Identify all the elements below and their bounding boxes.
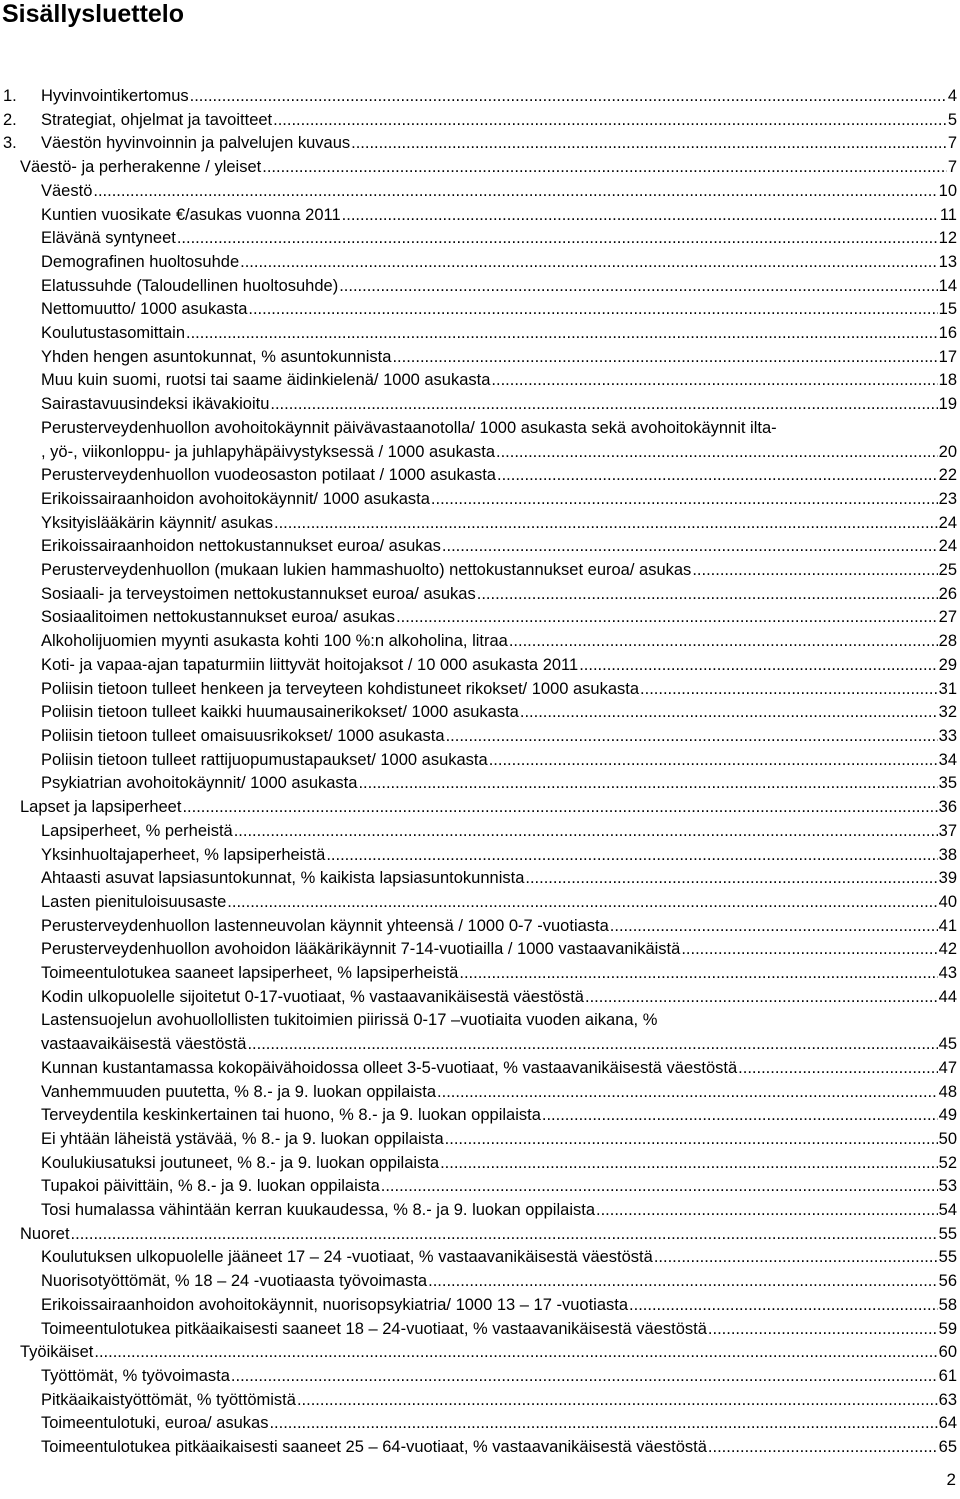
dot-leader bbox=[459, 962, 937, 986]
toc-entry-page: 20 bbox=[938, 442, 957, 461]
toc-entry-text: Psykiatrian avohoitokäynnit/ 1000 asukasta bbox=[41, 774, 358, 793]
toc-entry[interactable] bbox=[0, 156, 960, 180]
toc-entry[interactable] bbox=[0, 1223, 960, 1247]
dot-leader bbox=[93, 180, 937, 204]
dot-leader bbox=[692, 559, 937, 583]
toc-entry-text: Yksityislääkärin käynnit/ asukas bbox=[41, 513, 274, 532]
toc-entry-text: Poliisin tietoon tulleet rattijuopumustapaukset/ 1000 asukasta bbox=[41, 750, 488, 769]
dot-leader bbox=[629, 1294, 938, 1318]
dot-leader bbox=[234, 820, 938, 844]
toc-entry-text: Lastensuojelun avohuollollisten tukitoimien piirissä 0-17 –vuotiaita vuoden aikana, % bbox=[41, 1011, 658, 1030]
toc-entry[interactable] bbox=[0, 772, 960, 796]
toc-entry-text: Väestön hyvinvoinnin ja palvelujen kuvaus bbox=[41, 134, 351, 153]
toc-entry[interactable] bbox=[0, 796, 960, 820]
toc-entry-text: Strategiat, ohjelmat ja tavoitteet bbox=[41, 110, 273, 129]
toc-entry-page: 53 bbox=[938, 1177, 957, 1196]
toc-entry-text: Poliisin tietoon tulleet henkeen ja terveyteen kohdistuneet rikokset/ 1000 asukasta bbox=[41, 679, 640, 698]
dot-leader bbox=[445, 1128, 938, 1152]
toc-entry-text: Tosi humalassa vähintään kerran kuukaudessa, % 8.- ja 9. luokan oppilaista bbox=[41, 1201, 595, 1220]
toc-entry-text: Elävänä syntyneet bbox=[41, 229, 176, 248]
page-number: 2 bbox=[946, 1470, 956, 1489]
toc-entry[interactable] bbox=[0, 298, 960, 322]
toc-entry-page: 61 bbox=[938, 1366, 957, 1385]
toc-entry-text: Lapset ja lapsiperheet bbox=[20, 798, 182, 817]
dot-leader bbox=[190, 85, 947, 109]
toc-entry-text: Perusterveydenhuollon avohoitokäynnit päivävastaanotolla/ 1000 asukasta sekä avohoitokäynnit ilta- bbox=[41, 418, 777, 437]
toc-entry-page: 55 bbox=[938, 1248, 957, 1267]
toc-entry-text: Koti- ja vapaa-ajan tapaturmiin liittyvät hoitojaksot / 10 000 asukasta 2011 bbox=[41, 655, 579, 674]
toc-entry-page: 64 bbox=[938, 1414, 957, 1433]
toc-entry-text: Perusterveydenhuollon lastenneuvolan käynnit yhteensä / 1000 0-7 -vuotiasta bbox=[41, 916, 609, 935]
toc-entry-text-continued: vastaavaikäisestä väestöstä bbox=[41, 1035, 247, 1054]
toc-entry[interactable] bbox=[0, 749, 960, 773]
toc-entry-number: 3. bbox=[3, 134, 17, 153]
dot-leader bbox=[339, 275, 937, 299]
toc-entry[interactable] bbox=[0, 938, 960, 962]
dot-leader bbox=[351, 132, 947, 156]
dot-leader bbox=[708, 1318, 938, 1342]
toc-entry-page: 25 bbox=[938, 561, 957, 580]
dot-leader bbox=[269, 1412, 937, 1436]
dot-leader bbox=[231, 1365, 938, 1389]
toc-entry[interactable] bbox=[0, 1294, 960, 1318]
dot-leader bbox=[596, 1199, 938, 1223]
toc-entry[interactable] bbox=[0, 725, 960, 749]
toc-entry-page: 48 bbox=[938, 1082, 957, 1101]
toc-entry-page: 5 bbox=[947, 110, 957, 129]
toc-entry[interactable] bbox=[0, 678, 960, 702]
dot-leader bbox=[446, 725, 938, 749]
toc-entry-text: Lasten pienituloisuusaste bbox=[41, 892, 227, 911]
toc-entry[interactable] bbox=[0, 559, 960, 583]
dot-leader bbox=[437, 1081, 938, 1105]
toc-entry[interactable] bbox=[0, 109, 960, 133]
toc-entry[interactable] bbox=[0, 1412, 960, 1436]
toc-entry-page: 56 bbox=[938, 1272, 957, 1291]
toc-entry[interactable] bbox=[0, 346, 960, 370]
toc-entry-page: 33 bbox=[938, 726, 957, 745]
toc-entry[interactable] bbox=[0, 1175, 960, 1199]
dot-leader bbox=[396, 606, 938, 630]
toc-entry[interactable] bbox=[0, 227, 960, 251]
toc-entry[interactable] bbox=[0, 962, 960, 986]
toc-entry-number: 2. bbox=[3, 110, 17, 129]
dot-leader bbox=[579, 654, 937, 678]
toc-entry-text: Poliisin tietoon tulleet kaikki huumausainerikokset/ 1000 asukasta bbox=[41, 703, 519, 722]
toc-entry-text: Väestö bbox=[41, 181, 93, 200]
dot-leader bbox=[489, 749, 938, 773]
toc-entry[interactable] bbox=[0, 535, 960, 559]
toc-entry-page: 26 bbox=[938, 584, 957, 603]
dot-leader bbox=[326, 844, 937, 868]
toc-entry[interactable] bbox=[0, 1081, 960, 1105]
dot-leader bbox=[491, 369, 937, 393]
toc-entry-text: Hyvinvointikertomus bbox=[41, 87, 189, 105]
toc-entry-page: 47 bbox=[938, 1058, 957, 1077]
toc-entry-page: 12 bbox=[938, 229, 957, 248]
toc-entry-text-continued: , yö-, viikonloppu- ja juhlapyhäpäivystyksessä / 1000 asukasta bbox=[41, 442, 495, 461]
dot-leader bbox=[342, 204, 939, 228]
toc-entry-text: Ei yhtään läheistä ystävää, % 8.- ja 9. luokan oppilaista bbox=[41, 1129, 444, 1148]
toc-entry-page: 44 bbox=[938, 987, 957, 1006]
toc-entry-text: Kunnan kustantamassa kokopäivähoidossa olleet 3-5-vuotiaat, % vastaavanikäisestä väestöstä bbox=[41, 1058, 738, 1077]
dot-leader bbox=[297, 1389, 938, 1413]
toc-entry[interactable] bbox=[0, 630, 960, 654]
dot-leader bbox=[654, 1246, 938, 1270]
toc-entry[interactable] bbox=[0, 85, 960, 109]
toc-entry-text: Työikäiset bbox=[20, 1343, 94, 1362]
toc-entry[interactable] bbox=[0, 1128, 960, 1152]
toc-entry[interactable] bbox=[0, 204, 960, 228]
toc-entry[interactable] bbox=[0, 606, 960, 630]
toc-entry-page: 45 bbox=[938, 1035, 957, 1054]
toc-entry-page: 16 bbox=[938, 324, 957, 343]
dot-leader bbox=[227, 891, 937, 915]
toc-entry-page: 52 bbox=[938, 1153, 957, 1172]
toc-entry-text: Toimeentulotukea pitkäaikaisesti saaneet 25 – 64-vuotiaat, % vastaavanikäisestä väestöstä bbox=[41, 1438, 707, 1457]
toc-entry-text: Elatussuhde (Taloudellinen huoltosuhde) bbox=[41, 276, 339, 295]
toc-entry-text: Yhden hengen asuntokunnat, % asuntokunnista bbox=[41, 347, 392, 366]
toc-entry-text: Perusterveydenhuollon vuodeosaston potilaat / 1000 asukasta bbox=[41, 466, 496, 485]
toc-entry-page: 14 bbox=[938, 276, 957, 295]
dot-leader bbox=[431, 488, 938, 512]
toc-entry-page: 15 bbox=[938, 300, 957, 319]
toc-entry-page: 63 bbox=[938, 1390, 957, 1409]
toc-entry-text: Väestö- ja perherakenne / yleiset bbox=[20, 158, 262, 177]
toc-entry-page: 59 bbox=[938, 1319, 957, 1338]
toc-entry-text: Tupakoi päivittäin, % 8.- ja 9. luokan oppilaista bbox=[41, 1177, 380, 1196]
dot-leader bbox=[186, 322, 938, 346]
toc-entry-text: Toimeentulotuki, euroa/ asukas bbox=[41, 1414, 269, 1433]
toc-entry-text: Perusterveydenhuollon (mukaan lukien hammashuolto) nettokustannukset euroa/ asukas bbox=[41, 561, 692, 580]
dot-leader bbox=[542, 1104, 938, 1128]
toc-entry[interactable] bbox=[0, 393, 960, 417]
dot-leader bbox=[358, 772, 937, 796]
toc-entry-text: Koulutustasomittain bbox=[41, 324, 185, 343]
toc-entry-page: 11 bbox=[939, 205, 957, 224]
toc-entry-page: 39 bbox=[938, 869, 957, 888]
toc-entry-text: Muu kuin suomi, ruotsi tai saame äidinkielenä/ 1000 asukasta bbox=[41, 371, 491, 390]
toc-entry[interactable] bbox=[0, 1341, 960, 1365]
toc-entry-text: Yksinhuoltajaperheet, % lapsiperheistä bbox=[41, 845, 326, 864]
toc-entry-text: Kodin ulkopuolelle sijoitetut 0-17-vuotiaat, % vastaavanikäisestä väestöstä bbox=[41, 987, 584, 1006]
toc-entry[interactable] bbox=[0, 488, 960, 512]
toc-entry-page: 65 bbox=[938, 1438, 957, 1457]
toc-entry[interactable] bbox=[0, 1246, 960, 1270]
dot-leader bbox=[525, 867, 937, 891]
toc-entry-page: 35 bbox=[938, 774, 957, 793]
toc-entry-page: 38 bbox=[938, 845, 957, 864]
toc-entry[interactable] bbox=[0, 583, 960, 607]
toc-entry-page: 40 bbox=[938, 892, 957, 911]
toc-entry-page: 24 bbox=[938, 537, 957, 556]
toc-entry-text: Terveydentila keskinkertainen tai huono, % 8.- ja 9. luokan oppilaista bbox=[41, 1106, 541, 1125]
toc-entry[interactable] bbox=[0, 867, 960, 891]
toc-entry[interactable] bbox=[0, 1199, 960, 1223]
dot-leader bbox=[440, 1152, 938, 1176]
toc-entry-page: 34 bbox=[938, 750, 957, 769]
toc-entry-page: 10 bbox=[938, 181, 957, 200]
toc-entry-page: 36 bbox=[938, 798, 957, 817]
toc-entry-page: 4 bbox=[947, 87, 957, 105]
dot-leader bbox=[708, 1436, 938, 1460]
toc-entry-page: 7 bbox=[947, 134, 957, 153]
toc-entry[interactable] bbox=[0, 820, 960, 844]
toc-entry-page: 29 bbox=[938, 655, 957, 674]
toc-entry-page: 19 bbox=[938, 395, 957, 414]
dot-leader bbox=[247, 1033, 937, 1057]
toc-entry[interactable] bbox=[0, 844, 960, 868]
toc-entry[interactable] bbox=[0, 1152, 960, 1176]
toc-entry[interactable] bbox=[0, 251, 960, 275]
toc-entry-number: 1. bbox=[3, 87, 17, 105]
toc-entry-text: Sosiaali- ja terveystoimen nettokustannukset euroa/ asukas bbox=[41, 584, 476, 603]
dot-leader bbox=[182, 796, 937, 820]
toc-entry-page: 28 bbox=[938, 632, 957, 651]
toc-entry[interactable] bbox=[0, 1104, 960, 1128]
toc-entry-text: Erikoissairaanhoidon avohoitokäynnit, nuorisopsykiatria/ 1000 13 – 17 -vuotiasta bbox=[41, 1295, 629, 1314]
toc-entry[interactable] bbox=[0, 701, 960, 725]
toc-entry-page: 41 bbox=[938, 916, 957, 935]
table-of-contents bbox=[0, 85, 960, 1460]
toc-entry-page: 27 bbox=[938, 608, 957, 627]
toc-entry-page: 49 bbox=[938, 1106, 957, 1125]
toc-entry-text: Vanhemmuuden puutetta, % 8.- ja 9. luokan oppilaista bbox=[41, 1082, 437, 1101]
toc-entry[interactable] bbox=[0, 1318, 960, 1342]
toc-entry[interactable] bbox=[0, 986, 960, 1010]
toc-entry-text: Nuoret bbox=[20, 1224, 70, 1243]
dot-leader bbox=[274, 512, 938, 536]
toc-entry-text: Erikoissairaanhoidon nettokustannukset euroa/ asukas bbox=[41, 537, 441, 556]
toc-entry-page: 60 bbox=[938, 1343, 957, 1362]
toc-entry[interactable] bbox=[0, 512, 960, 536]
toc-entry-text: Kuntien vuosikate €/asukas vuonna 2011 bbox=[41, 205, 341, 224]
toc-entry-text: Nettomuutto/ 1000 asukasta bbox=[41, 300, 248, 319]
toc-entry-page: 13 bbox=[938, 252, 957, 271]
toc-entry-page: 50 bbox=[938, 1129, 957, 1148]
toc-entry[interactable] bbox=[0, 1057, 960, 1081]
toc-entry[interactable] bbox=[0, 654, 960, 678]
toc-entry[interactable] bbox=[0, 1009, 960, 1056]
dot-leader bbox=[681, 938, 937, 962]
toc-entry-text: Alkoholijuomien myynti asukasta kohti 100 %:n alkoholina, litraa bbox=[41, 632, 508, 651]
toc-entry-page: 58 bbox=[938, 1295, 957, 1314]
dot-leader bbox=[520, 701, 938, 725]
toc-entry-text: Demografinen huoltosuhde bbox=[41, 252, 240, 271]
dot-leader bbox=[509, 630, 938, 654]
toc-entry[interactable] bbox=[0, 464, 960, 488]
toc-entry-text: Koulukiusatuksi joutuneet, % 8.- ja 9. luokan oppilaista bbox=[41, 1153, 440, 1172]
toc-entry-text: Sosiaalitoimen nettokustannukset euroa/ asukas bbox=[41, 608, 396, 627]
toc-entry[interactable] bbox=[0, 180, 960, 204]
toc-entry[interactable] bbox=[0, 275, 960, 299]
toc-entry-text: Koulutuksen ulkopuolelle jääneet 17 – 24 -vuotiaat, % vastaavanikäisestä väestöstä bbox=[41, 1248, 653, 1267]
dot-leader bbox=[610, 915, 938, 939]
toc-entry-page: 55 bbox=[938, 1224, 957, 1243]
dot-leader bbox=[428, 1270, 938, 1294]
toc-entry-page: 31 bbox=[938, 679, 957, 698]
toc-entry[interactable] bbox=[0, 1365, 960, 1389]
toc-entry[interactable] bbox=[0, 369, 960, 393]
toc-entry-text: Toimeentulotukea pitkäaikaisesti saaneet 18 – 24-vuotiaat, % vastaavanikäisestä väestöstä bbox=[41, 1319, 707, 1338]
toc-entry[interactable] bbox=[0, 417, 960, 464]
toc-entry-text: Poliisin tietoon tulleet omaisuusrikokset/ 1000 asukasta bbox=[41, 726, 445, 745]
toc-entry[interactable] bbox=[0, 322, 960, 346]
dot-leader bbox=[381, 1175, 938, 1199]
toc-entry[interactable] bbox=[0, 132, 960, 156]
dot-leader bbox=[240, 251, 938, 275]
toc-entry-page: 7 bbox=[947, 158, 957, 177]
toc-entry-page: 42 bbox=[938, 940, 957, 959]
toc-entry[interactable] bbox=[0, 1436, 960, 1460]
dot-leader bbox=[270, 393, 937, 417]
toc-entry-text: Työttömät, % työvoimasta bbox=[41, 1366, 230, 1385]
toc-entry-text: Ahtaasti asuvat lapsiasuntokunnat, % kaikista lapsiasuntokunnista bbox=[41, 869, 525, 888]
toc-entry-page: 54 bbox=[938, 1201, 957, 1220]
dot-leader bbox=[496, 441, 938, 465]
toc-entry-page: 23 bbox=[938, 489, 957, 508]
dot-leader bbox=[262, 156, 947, 180]
toc-entry[interactable] bbox=[0, 1270, 960, 1294]
toc-entry[interactable] bbox=[0, 915, 960, 939]
toc-entry-page: 17 bbox=[938, 347, 957, 366]
toc-entry-page: 37 bbox=[938, 821, 957, 840]
dot-leader bbox=[477, 583, 938, 607]
toc-entry-text: Nuorisotyöttömät, % 18 – 24 -vuotiaasta työvoimasta bbox=[41, 1272, 428, 1291]
dot-leader bbox=[71, 1223, 938, 1247]
toc-entry-page: 24 bbox=[938, 513, 957, 532]
toc-entry-text: Pitkäaikaistyöttömät, % työttömistä bbox=[41, 1390, 296, 1409]
dot-leader bbox=[177, 227, 938, 251]
toc-entry-text: Perusterveydenhuollon avohoidon lääkärikäynnit 7-14-vuotiailla / 1000 vastaavanikäistä bbox=[41, 940, 681, 959]
dot-leader bbox=[738, 1057, 937, 1081]
toc-entry[interactable] bbox=[0, 891, 960, 915]
toc-entry-page: 32 bbox=[938, 703, 957, 722]
toc-entry[interactable] bbox=[0, 1389, 960, 1413]
dot-leader bbox=[585, 986, 938, 1010]
page-title: Sisällysluettelo bbox=[2, 0, 185, 28]
toc-entry-page: 43 bbox=[938, 964, 957, 983]
dot-leader bbox=[273, 109, 947, 133]
dot-leader bbox=[392, 346, 937, 370]
dot-leader bbox=[497, 464, 938, 488]
toc-entry-text: Erikoissairaanhoidon avohoitokäynnit/ 1000 asukasta bbox=[41, 489, 430, 508]
dot-leader bbox=[248, 298, 937, 322]
toc-entry-text: Lapsiperheet, % perheistä bbox=[41, 821, 233, 840]
toc-entry-page: 18 bbox=[938, 371, 957, 390]
toc-entry-text: Sairastavuusindeksi ikävakioitu bbox=[41, 395, 270, 414]
dot-leader bbox=[94, 1341, 937, 1365]
dot-leader bbox=[442, 535, 938, 559]
toc-entry-text: Toimeentulotukea saaneet lapsiperheet, % lapsiperheistä bbox=[41, 964, 459, 983]
toc-entry-page: 22 bbox=[938, 466, 957, 485]
dot-leader bbox=[640, 678, 938, 702]
